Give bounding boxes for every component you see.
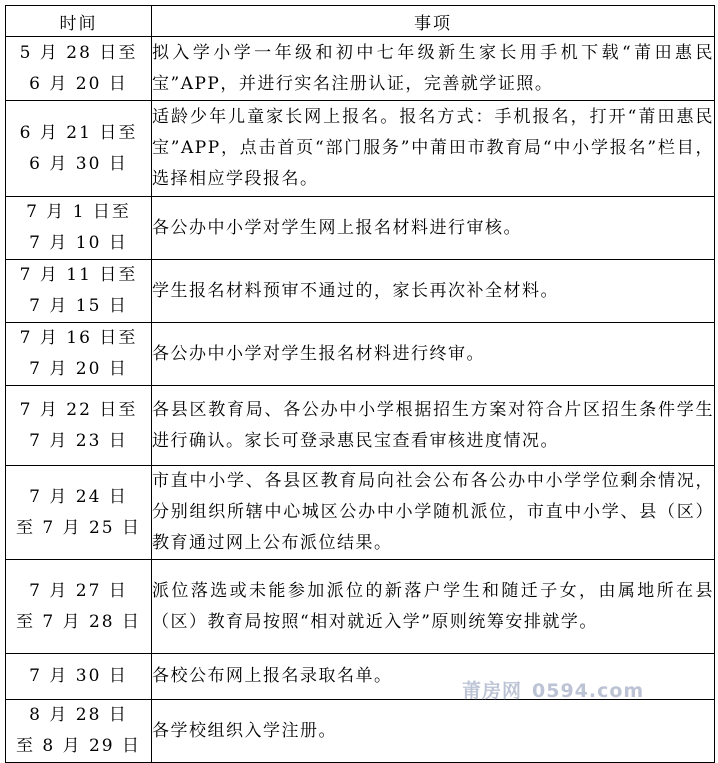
time-line: 7 月 24 日	[29, 486, 128, 507]
item-cell: 各公办中小学对学生报名材料进行终审。	[152, 323, 715, 386]
time-cell	[6, 466, 152, 560]
watermark-brand: 莆房网	[462, 680, 523, 702]
schedule-table	[5, 5, 715, 763]
item-cell: 派位落选或未能参加派位的新落户学生和随迁子女，由属地所在县（区）教育局按照“相对就近入学”原则统筹安排就学。	[152, 560, 715, 654]
time-cell	[6, 323, 152, 386]
site-watermark	[462, 676, 644, 703]
item-cell: 市直中小学、各县区教育局向社会公布各公办中小学学位剩余情况，分别组织所辖中心城区公办中小学随机派位，市直中小学、县（区）教育通过网上公布派位结果。	[152, 466, 715, 560]
table-row	[6, 466, 715, 560]
table-row	[6, 560, 715, 654]
time-line: 6 月 21 日至	[19, 122, 138, 143]
table-row	[6, 101, 715, 197]
time-line: 7 月 10 日	[29, 233, 128, 253]
time-cell	[6, 560, 152, 654]
time-cell	[6, 197, 152, 260]
table-header-row	[6, 6, 715, 37]
time-cell	[6, 386, 152, 466]
table-row	[6, 197, 715, 260]
table-row	[6, 700, 715, 763]
time-line: 6 月 20 日	[29, 73, 128, 94]
time-line: 7 月 23 日	[29, 430, 128, 451]
time-line: 7 月 15 日	[29, 296, 128, 316]
time-line: 至 7 月 28 日	[15, 611, 142, 632]
time-line: 至 8 月 29 日	[15, 736, 142, 756]
table-row	[6, 386, 715, 466]
time-line: 7 月 27 日	[29, 580, 128, 601]
item-cell: 适龄少年儿童家长网上报名。报名方式：手机报名，打开“莆田惠民宝”APP，点击首页“部门服务”中莆田市教育局“中小学报名”栏目，选择相应学段报名。	[152, 101, 715, 197]
time-line: 7 月 16 日至	[19, 328, 138, 348]
time-cell	[6, 260, 152, 323]
item-cell: 各学校组织入学注册。	[152, 700, 715, 763]
table-row	[6, 323, 715, 386]
item-cell: 拟入学小学一年级和初中七年级新生家长用手机下载“莆田惠民宝”APP，并进行实名注册认证，完善就学证照。	[152, 37, 715, 101]
time-line: 至 7 月 25 日	[15, 517, 142, 538]
table-row	[6, 37, 715, 101]
time-cell	[6, 101, 152, 197]
time-line: 7 月 20 日	[29, 359, 128, 379]
time-cell	[6, 654, 152, 700]
watermark-site: 0594.com	[532, 680, 645, 702]
time-line: 7 月 1 日至	[26, 202, 131, 222]
item-cell: 各校公布网上报名录取名单。	[152, 654, 715, 700]
time-cell	[6, 700, 152, 763]
time-line: 7 月 11 日至	[19, 265, 138, 285]
time-cell	[6, 37, 152, 101]
table-row	[6, 260, 715, 323]
time-line: 7 月 22 日至	[19, 399, 138, 420]
time-line: 5 月 28 日至	[19, 42, 138, 63]
time-line: 6 月 30 日	[29, 153, 128, 174]
item-cell: 学生报名材料预审不通过的，家长再次补全材料。	[152, 260, 715, 323]
item-cell: 各公办中小学对学生网上报名材料进行审核。	[152, 197, 715, 260]
header-item: 事项	[152, 6, 715, 37]
time-line: 8 月 28 日	[29, 705, 128, 725]
time-line: 7 月 30 日	[29, 666, 128, 686]
header-time: 时间	[6, 6, 152, 37]
item-cell: 各县区教育局、各公办中小学根据招生方案对符合片区招生条件学生进行确认。家长可登录惠民宝查看审核进度情况。	[152, 386, 715, 466]
